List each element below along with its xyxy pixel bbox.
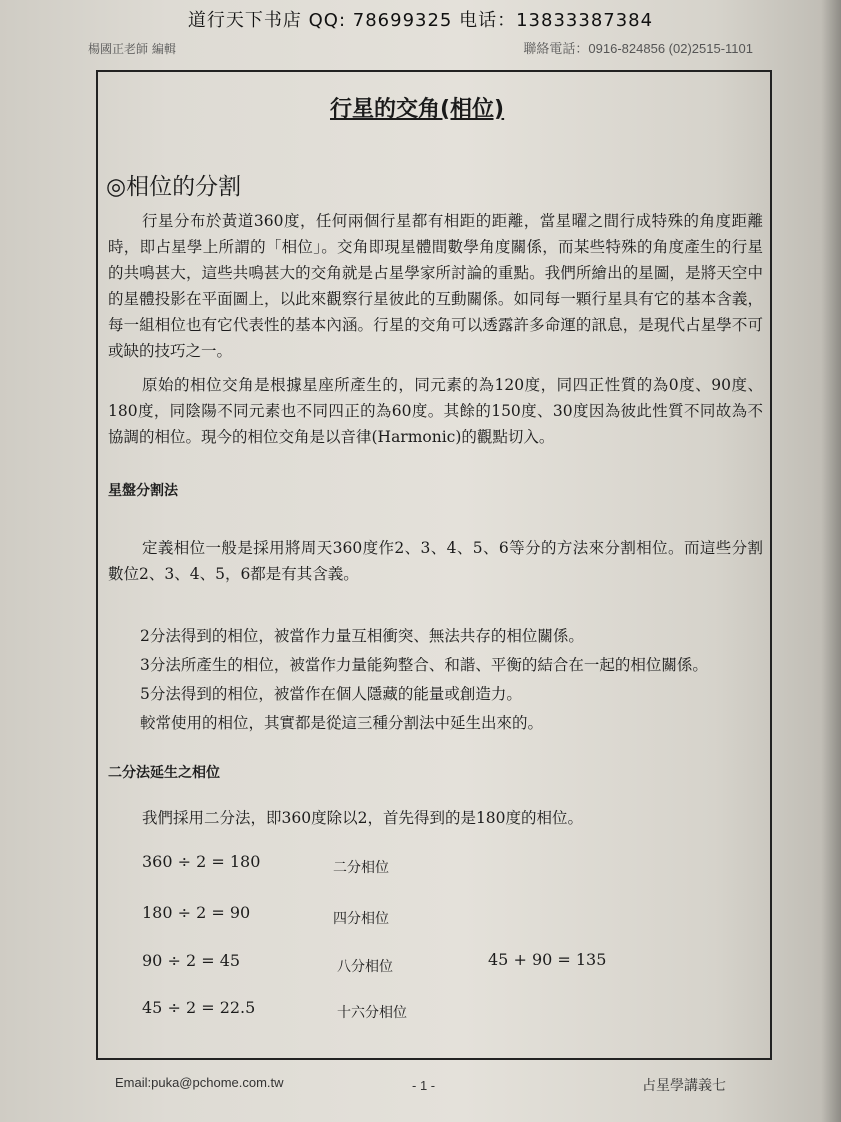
- list-item: 較常使用的相位，其實都是從這三種分割法中延生出來的。: [140, 714, 544, 732]
- division-paragraph: 定義相位一般是採用將周天360度作2、3、4、5、6等分的方法來分割相位。而這些分割數位2、3、4、5，6都是有其含義。: [108, 539, 763, 583]
- list-item: 3分法所產生的相位，被當作力量能夠整合、和諧、平衡的結合在一起的相位關係。: [140, 656, 708, 674]
- calc-extra: 45 + 90 = 135: [488, 950, 607, 969]
- origin-paragraph: 原始的相位交角是根據星座所產生的，同元素的為120度，同四正性質的為0度、90度、180度，同陰陽不同元素也不同四正的為60度。其餘的150度、30度因為彼此性質不同故為不協調的相位。現今的相位交角是以音律(Harmonic)的觀點切入。: [108, 376, 763, 446]
- shop-watermark: 道行天下书店 QQ: 78699325 电话：13833387384: [187, 10, 654, 31]
- calc-expression: 360 ÷ 2 = 180: [142, 852, 261, 871]
- contact-phone: 聯絡電話：0916-824856 (02)2515-1101: [523, 41, 753, 56]
- subheading-two-division: 二分法延生之相位: [108, 765, 220, 781]
- intro-paragraph: 行星分布於黃道360度，任何兩個行星都有相距的距離，當星曜之間行成特殊的角度距離時，即占星學上所謂的「相位」。交角即現星體間數學角度關係，而某些特殊的角度產生的行星的共鳴甚大，這些共鳴甚大的交角就是占星學家所討論的重點。我們所繪出的星圖，是將天空中的星體投影在平面圖上，以此來觀察行星彼此的互動關係。如同每一顆行星具有它的基本含義，每一組相位也有它代表性的基本內涵。行星的交角可以透露許多命運的訊息，是現代占星學不可或缺的技巧之一。: [108, 212, 763, 360]
- footer-email: Email:puka@pchome.com.tw: [115, 1075, 284, 1090]
- calc-expression: 90 ÷ 2 = 45: [142, 951, 241, 970]
- calc-expression: 180 ÷ 2 = 90: [142, 903, 251, 922]
- page-shadow: [821, 0, 841, 1122]
- calc-label: 二分相位: [333, 860, 389, 876]
- course-title: 占星學講義七: [642, 1078, 726, 1094]
- two-division-paragraph: 我們採用二分法，即360度除以2，首先得到的是180度的相位。: [142, 809, 584, 827]
- calc-label: 十六分相位: [337, 1005, 407, 1021]
- division-list: [140, 622, 770, 738]
- editor-credit: 楊國正老師 編輯: [88, 42, 176, 56]
- calc-label: 四分相位: [333, 911, 389, 927]
- list-item: 2分法得到的相位，被當作力量互相衝突、無法共存的相位關係。: [140, 627, 584, 645]
- calc-expression: 45 ÷ 2 = 22.5: [142, 998, 256, 1017]
- calc-label: 八分相位: [337, 959, 393, 975]
- page-number: - 1 -: [412, 1078, 436, 1093]
- section-heading: ◎相位的分割: [106, 174, 242, 200]
- subheading-chart-division: 星盤分割法: [108, 483, 178, 499]
- list-item: 5分法得到的相位，被當作在個人隱藏的能量或創造力。: [140, 685, 522, 703]
- page-title: 行星的交角(相位): [330, 97, 505, 122]
